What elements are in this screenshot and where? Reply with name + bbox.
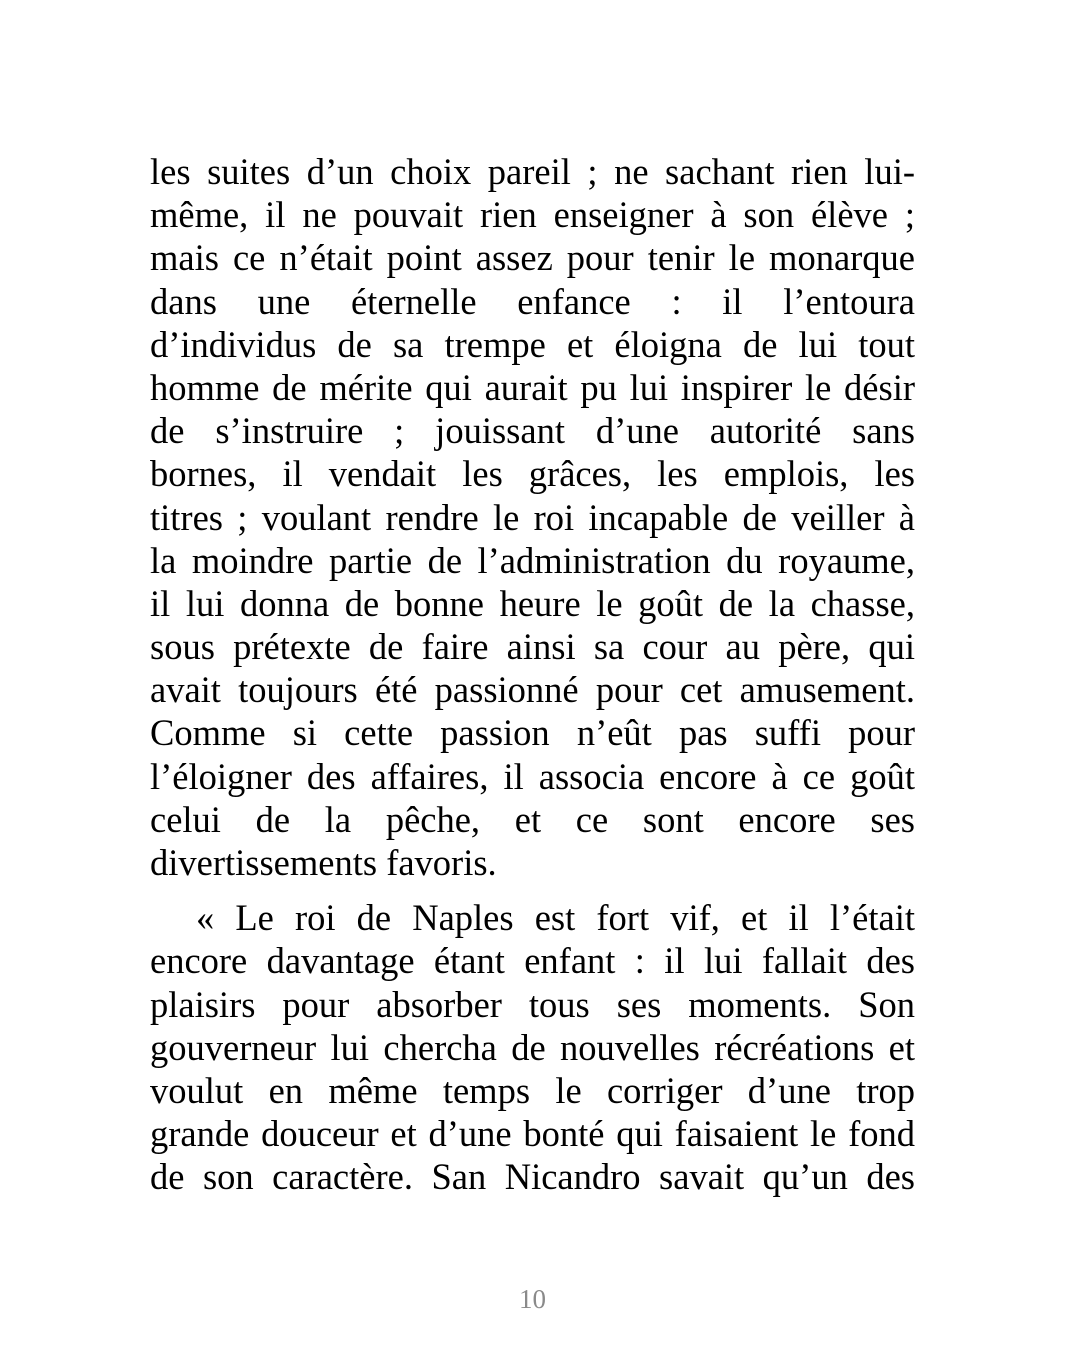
text-line: sous prétexte de faire ainsi sa cour au père, qui <box>150 626 915 668</box>
text-line: encore davantage étant enfant : il lui fallait des <box>150 940 915 982</box>
text-line: de son caractère. San Nicandro savait qu’un des <box>150 1156 915 1198</box>
text-line: gouverneur lui chercha de nouvelles récréations et <box>150 1026 915 1068</box>
text-line: « Le roi de Naples est fort vif, et il l’était <box>196 897 915 939</box>
text-line: Comme si cette passion n’eût pas suffi pour <box>150 712 915 754</box>
text-line: l’éloigner des affaires, il associa encore à ce goût <box>150 755 915 797</box>
page-number: 10 <box>519 1284 546 1314</box>
text-line: celui de la pêche, et ce sont encore ses <box>150 798 915 840</box>
text-line: voulut en même temps le corriger d’une trop <box>150 1069 915 1111</box>
text-line: la moindre partie de l’administration du royaume, <box>150 539 915 581</box>
text-line: de s’instruire ; jouissant d’une autorité sans <box>150 410 915 452</box>
text-line: titres ; voulant rendre le roi incapable de veiller à <box>150 496 915 538</box>
text-line: grande douceur et d’une bonté qui faisaient le fond <box>150 1113 915 1155</box>
text-line: d’individus de sa trempe et éloigna de lui tout <box>150 323 915 365</box>
text-line: homme de mérite qui aurait pu lui inspirer le désir <box>150 366 915 408</box>
text-line: avait toujours été passionné pour cet amusement. <box>150 669 915 711</box>
text-line: mais ce n’était point assez pour tenir le monarque <box>150 237 915 279</box>
paragraph-1 <box>150 150 915 884</box>
text-line: même, il ne pouvait rien enseigner à son élève ; <box>150 194 915 236</box>
paragraph-spacer <box>150 884 915 896</box>
text-line: divertissements favoris. <box>150 842 497 883</box>
paragraph-2 <box>150 896 915 1198</box>
body-text <box>150 150 915 1199</box>
text-line: il lui donna de bonne heure le goût de la chasse, <box>150 582 915 624</box>
text-line: les suites d’un choix pareil ; ne sachant rien lui- <box>150 151 915 192</box>
text-line: plaisirs pour absorber tous ses moments. Son <box>150 983 915 1025</box>
text-line: bornes, il vendait les grâces, les emplois, les <box>150 453 915 495</box>
text-line: dans une éternelle enfance : il l’entoura <box>150 280 915 322</box>
